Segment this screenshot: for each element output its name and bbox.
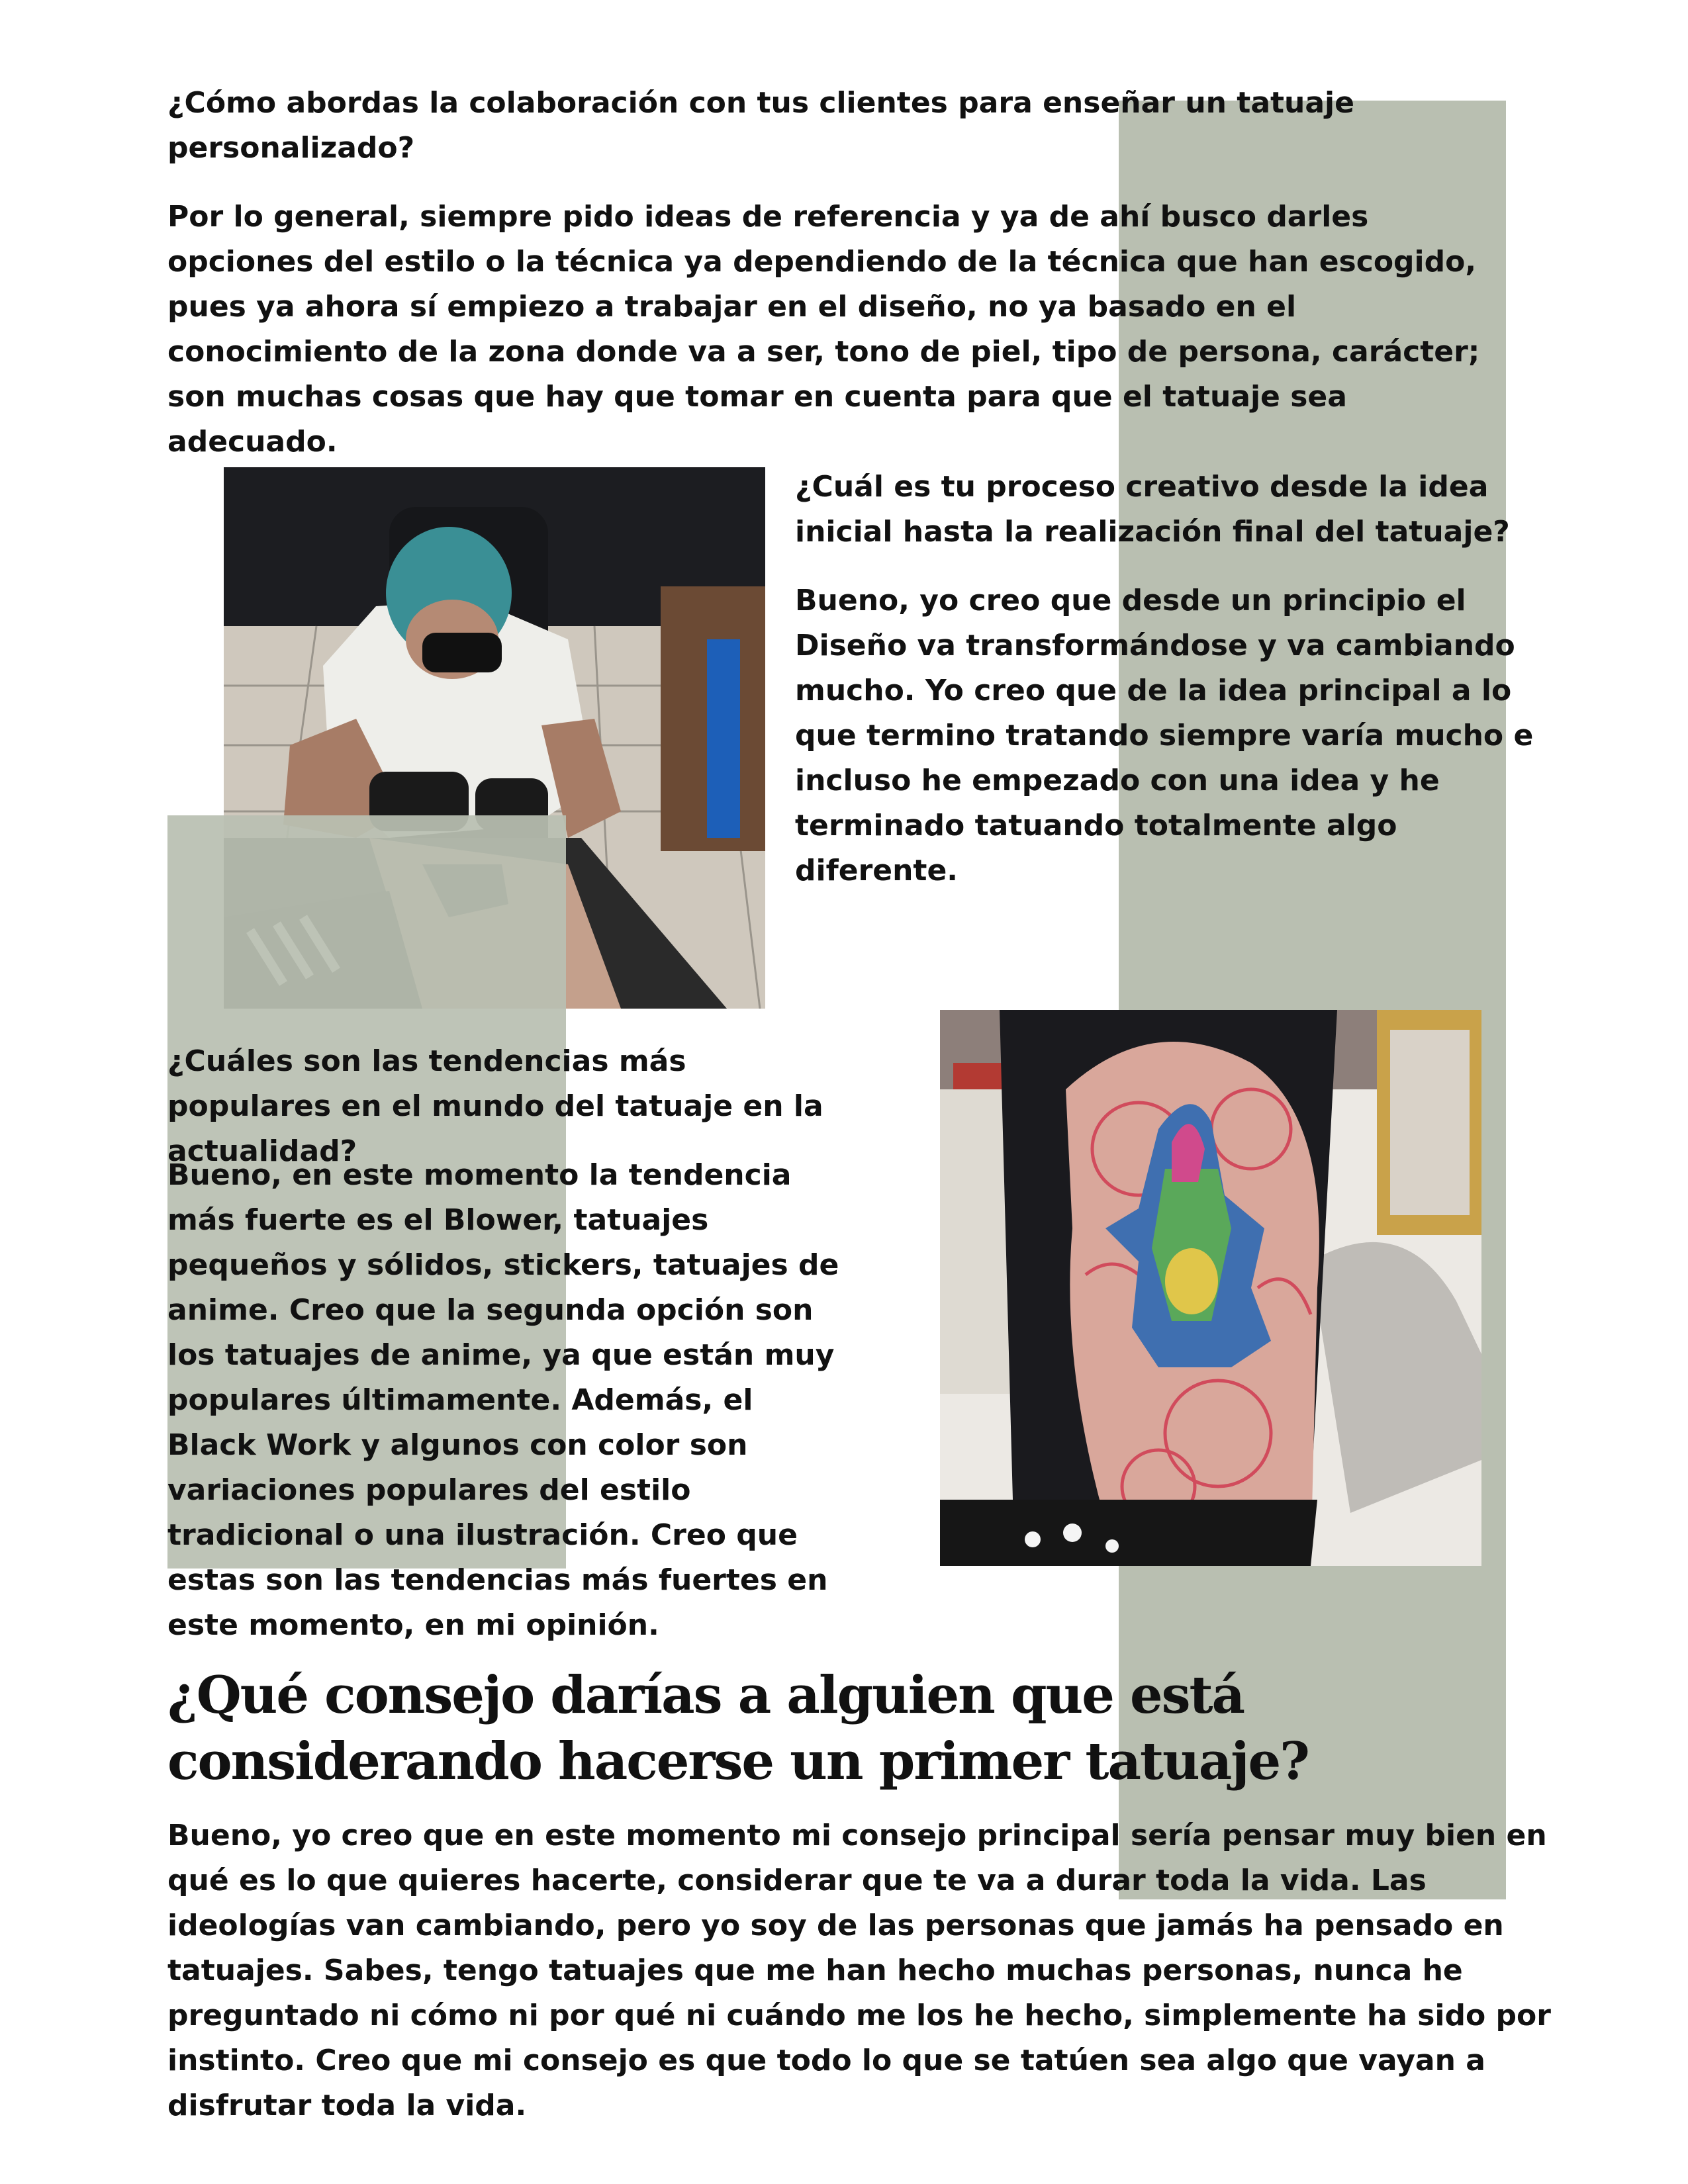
question-collaboration: ¿Cómo abordas la colaboración con tus clientes para enseñar un tatuaje personalizado? <box>167 86 1354 165</box>
answer-first-tattoo-advice: Bueno, yo creo que en este momento mi consejo principal sería pensar muy bien en qué es lo que quieres hacerte, considerar que te va a durar toda la vida. Las ideologías van cambiando, pero yo soy de las personas que jamás ha pensado en tatuajes. Sabes, tengo tatuajes que me han hecho muchas personas, nunca he preguntado ni cómo ni por qué ni cuándo me los he hecho, simplemente ha sido por instinto. Creo que mi consejo es que todo lo que se tatúen sea algo que vayan a disfrutar toda la vida. <box>167 1819 1551 2122</box>
answer-creative-process: Bueno, yo creo que desde un principio el Diseño va transformándose y va cambiando mucho. Yo creo que de la idea principal a lo que termino tratando siempre varía mucho e incluso he empezado con una idea y he terminado tatuando totalmente algo diferente. <box>795 584 1534 887</box>
answer-collaboration: Por lo general, siempre pido ideas de referencia y ya de ahí busco darles opciones del estilo o la técnica ya dependiendo de la técnica que han escogido, pues ya ahora sí empiezo a trabajar en el diseño, no ya basado en el conocimiento de la zona donde va a ser, tono de piel, tipo de persona, carácter; son muchas cosas que hay que tomar en cuenta para que el tatuaje sea adecuado. <box>167 200 1480 459</box>
heading-first-tattoo-advice: ¿Qué consejo darías a alguien que está considerando hacerse un primer tatuaje? <box>167 1665 1309 1792</box>
question-trends: ¿Cuáles son las tendencias más populares en el mundo del tatuaje en la actualidad? <box>167 1044 823 1168</box>
arm-tattoo-photo <box>940 1010 1481 1566</box>
question-creative-process: ¿Cuál es tu proceso creativo desde la idea inicial hasta la realización final del tatuaje? <box>795 470 1510 549</box>
answer-trends: Bueno, en este momento la tendencia más fuerte es el Blower, tatuajes pequeños y sólidos, stickers, tatuajes de anime. Creo que la segunda opción son los tatuajes de anime, ya que están muy populares últimamente. Además, el Black Work y algunos con color son variaciones populares del estilo tradicional o una ilustración. Creo que estas son las tendencias más fuertes en este momento, en mi opinión. <box>167 1158 839 1642</box>
